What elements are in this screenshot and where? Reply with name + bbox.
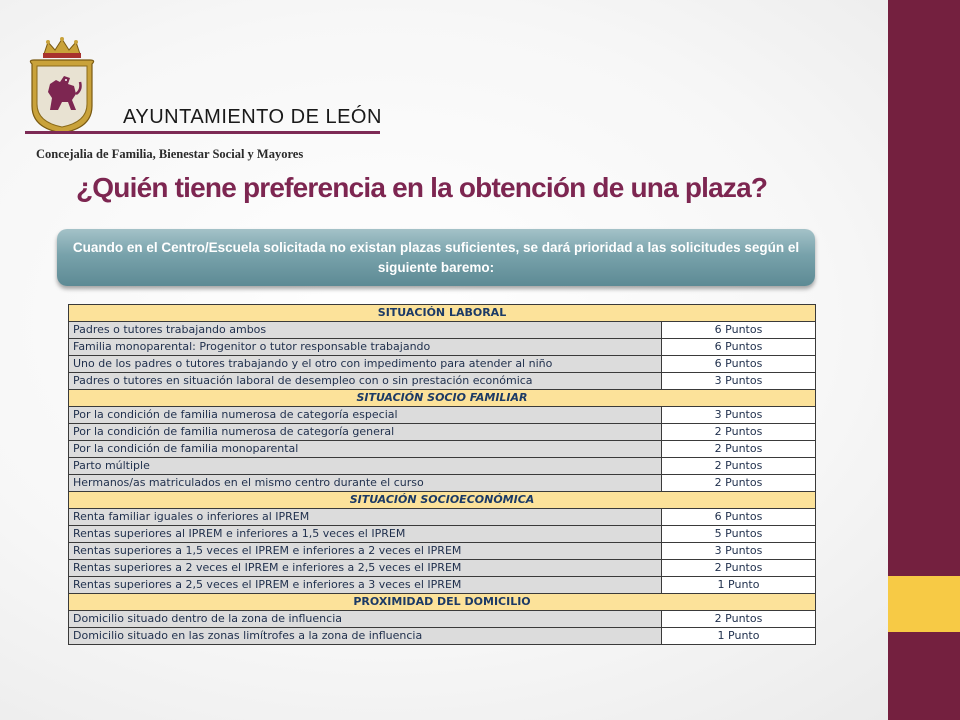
table-row [69,441,816,458]
points-cell: 3 Puntos [662,407,816,424]
table-row [69,339,816,356]
points-cell: 2 Puntos [662,458,816,475]
criterion-cell: Por la condición de familia numerosa de categoría especial [69,407,662,424]
points-cell: 2 Puntos [662,441,816,458]
criterion-cell: Padres o tutores en situación laboral de desempleo con o sin prestación económica [69,373,662,390]
points-cell: 2 Puntos [662,560,816,577]
section-title: PROXIMIDAD DEL DOMICILIO [69,594,816,611]
points-cell: 3 Puntos [662,543,816,560]
criterion-cell: Domicilio situado dentro de la zona de influencia [69,611,662,628]
criterion-cell: Domicilio situado en las zonas limítrofes a la zona de influencia [69,628,662,645]
table-row [69,560,816,577]
criterion-cell: Parto múltiple [69,458,662,475]
points-cell: 1 Punto [662,628,816,645]
points-cell: 1 Punto [662,577,816,594]
table-row [69,628,816,645]
department-label: Concejalia de Familia, Bienestar Social y Mayores [36,147,304,161]
section-header-row [69,390,816,407]
section-header-row [69,305,816,322]
table-row [69,526,816,543]
criterion-cell: Rentas superiores a 2,5 veces el IPREM e inferiores a 3 veces el IPREM [69,577,662,594]
points-cell: 5 Puntos [662,526,816,543]
table-row [69,322,816,339]
points-cell: 2 Puntos [662,611,816,628]
scoring-table [68,304,816,645]
points-cell: 6 Puntos [662,509,816,526]
criterion-cell: Rentas superiores al IPREM e inferiores a 1,5 veces el IPREM [69,526,662,543]
table-row [69,407,816,424]
criterion-cell: Por la condición de familia monoparental [69,441,662,458]
points-cell: 6 Puntos [662,322,816,339]
page-title: ¿Quién tiene preferencia en la obtención de una plaza? [76,172,768,203]
points-cell: 2 Puntos [662,475,816,492]
table-row [69,611,816,628]
table-row [69,509,816,526]
table-row [69,356,816,373]
criterion-cell: Por la condición de familia numerosa de categoría general [69,424,662,441]
criterion-cell: Familia monoparental: Progenitor o tutor responsable trabajando [69,339,662,356]
criterion-cell: Hermanos/as matriculados en el mismo centro durante el curso [69,475,662,492]
coat-of-arms-icon [22,36,102,136]
logo-rule [25,131,380,134]
section-title: SITUACIÓN SOCIO FAMILIAR [69,390,816,407]
table-row [69,577,816,594]
points-cell: 6 Puntos [662,339,816,356]
table-row [69,424,816,441]
logo-text: AYUNTAMIENTO DE LEÓN [123,106,382,128]
section-title: SITUACIÓN LABORAL [69,305,816,322]
table-row [69,543,816,560]
criterion-cell: Padres o tutores trabajando ambos [69,322,662,339]
criterion-cell: Uno de los padres o tutores trabajando y el otro con impedimento para atender al niño [69,356,662,373]
side-accent [888,576,960,632]
criterion-cell: Rentas superiores a 2 veces el IPREM e inferiores a 2,5 veces el IPREM [69,560,662,577]
points-cell: 3 Puntos [662,373,816,390]
table-row [69,373,816,390]
criterion-cell: Renta familiar iguales o inferiores al IPREM [69,509,662,526]
points-cell: 6 Puntos [662,356,816,373]
section-header-row [69,594,816,611]
section-title: SITUACIÓN SOCIOECONÓMICA [69,492,816,509]
section-header-row [69,492,816,509]
info-banner: Cuando en el Centro/Escuela solicitada no existan plazas suficientes, se dará prioridad a las solicitudes según el siguiente baremo: [57,229,815,286]
table-row [69,475,816,492]
criterion-cell: Rentas superiores a 1,5 veces el IPREM e inferiores a 2 veces el IPREM [69,543,662,560]
points-cell: 2 Puntos [662,424,816,441]
table-row [69,458,816,475]
